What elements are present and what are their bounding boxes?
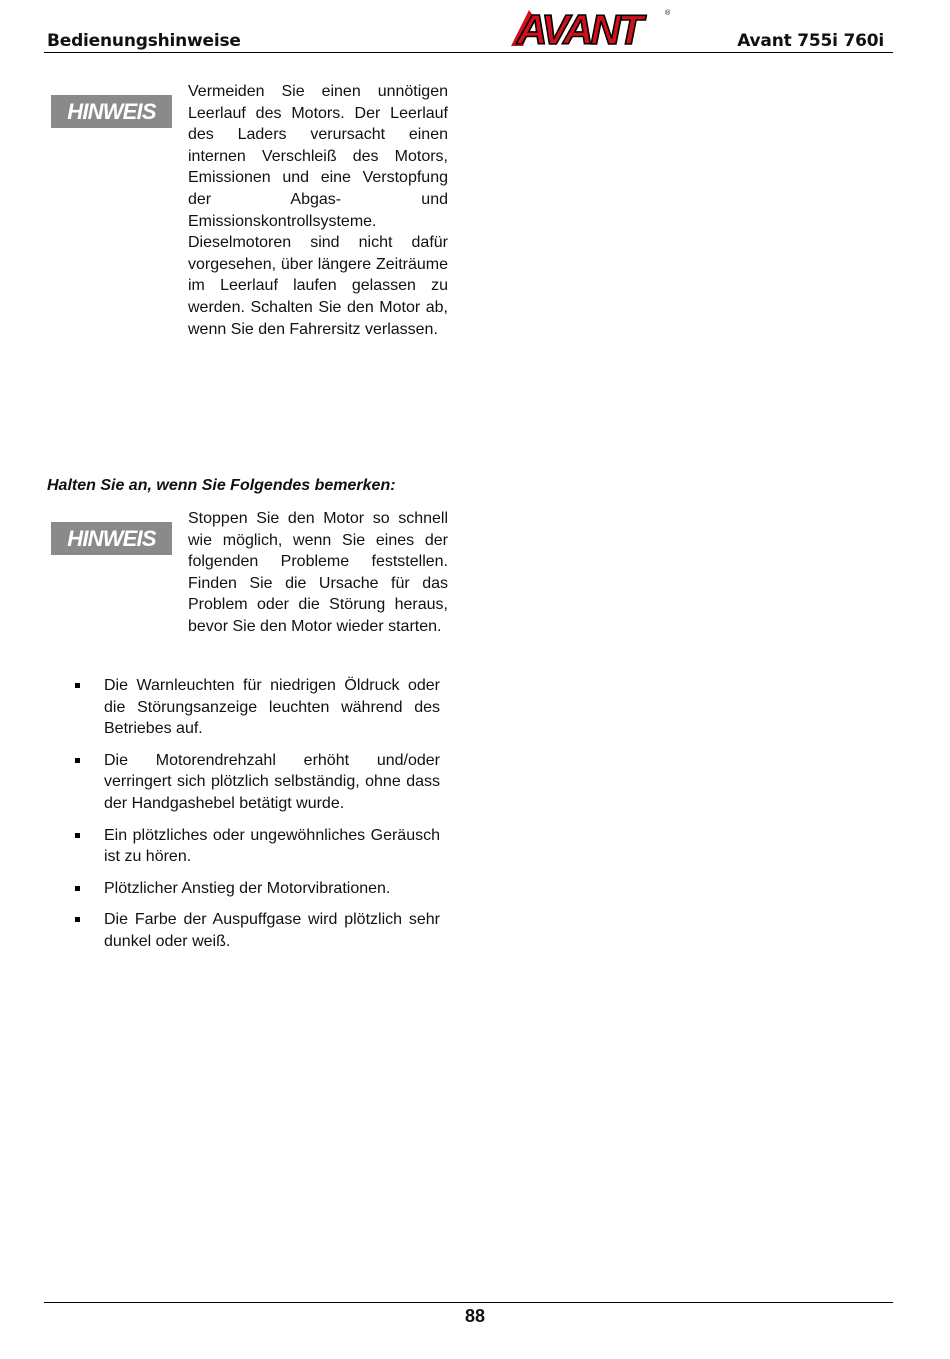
hinweis-badge: HINWEIS: [51, 95, 172, 128]
list-item-text: Plötzlicher Anstieg der Motorvibrationen.: [104, 879, 391, 897]
section-heading: Halten Sie an, wenn Sie Folgendes bemerken:: [47, 477, 396, 494]
bullet-icon: [75, 833, 80, 838]
header-divider: [44, 52, 893, 53]
list-item: [74, 909, 440, 952]
bullet-icon: [75, 917, 80, 922]
footer-divider: [44, 1302, 893, 1303]
svg-text:®: ®: [665, 10, 671, 17]
bullet-icon: [75, 886, 80, 891]
svg-text:AVANT: AVANT: [517, 6, 641, 50]
avant-logo: [505, 6, 675, 50]
bullet-icon: [75, 683, 80, 688]
header-section-title: Bedienungshinweise: [47, 31, 241, 51]
note-text-idle: Vermeiden Sie einen unnötigen Leerlauf des Motors. Der Leerlauf des Laders verursacht einen internen Verschleiß des Motors, Emissionen und eine Verstopfung der Abgas- und Emissionskontrollsysteme. Dieselmotoren sind nicht dafür vorgesehen, über längere Zeiträume im Leerlauf laufen gelassen zu werden. Schalten Sie den Motor ab, wenn Sie den Fahrersitz verlassen.: [188, 83, 448, 338]
note-text-stop-engine: Stoppen Sie den Motor so schnell wie möglich, wenn Sie eines der folgenden Probleme feststellen. Finden Sie die Ursache für das Problem oder die Störung heraus, bevor Sie den Motor wieder starten.: [188, 510, 448, 635]
list-item-text: Die Farbe der Auspuffgase wird plötzlich sehr dunkel oder weiß.: [104, 911, 440, 950]
list-item: [74, 750, 440, 815]
page-number: 88: [464, 1306, 486, 1326]
list-item-text: Die Warnleuchten für niedrigen Öldruck oder die Störungsanzeige leuchten während des Betriebes auf.: [104, 677, 440, 738]
list-item: [74, 675, 440, 740]
bullet-icon: [75, 758, 80, 763]
symptom-list: [74, 675, 440, 963]
hinweis-badge: HINWEIS: [51, 522, 172, 555]
list-item: [74, 825, 440, 868]
list-item-text: Die Motorendrehzahl erhöht und/oder verringert sich plötzlich selbständig, ohne dass der Handgashebel betätigt wurde.: [104, 751, 440, 812]
header-model-title: Avant 755i 760i: [737, 31, 884, 51]
list-item-text: Ein plötzliches oder ungewöhnliches Geräusch ist zu hören.: [104, 826, 440, 866]
list-item: [74, 878, 440, 900]
